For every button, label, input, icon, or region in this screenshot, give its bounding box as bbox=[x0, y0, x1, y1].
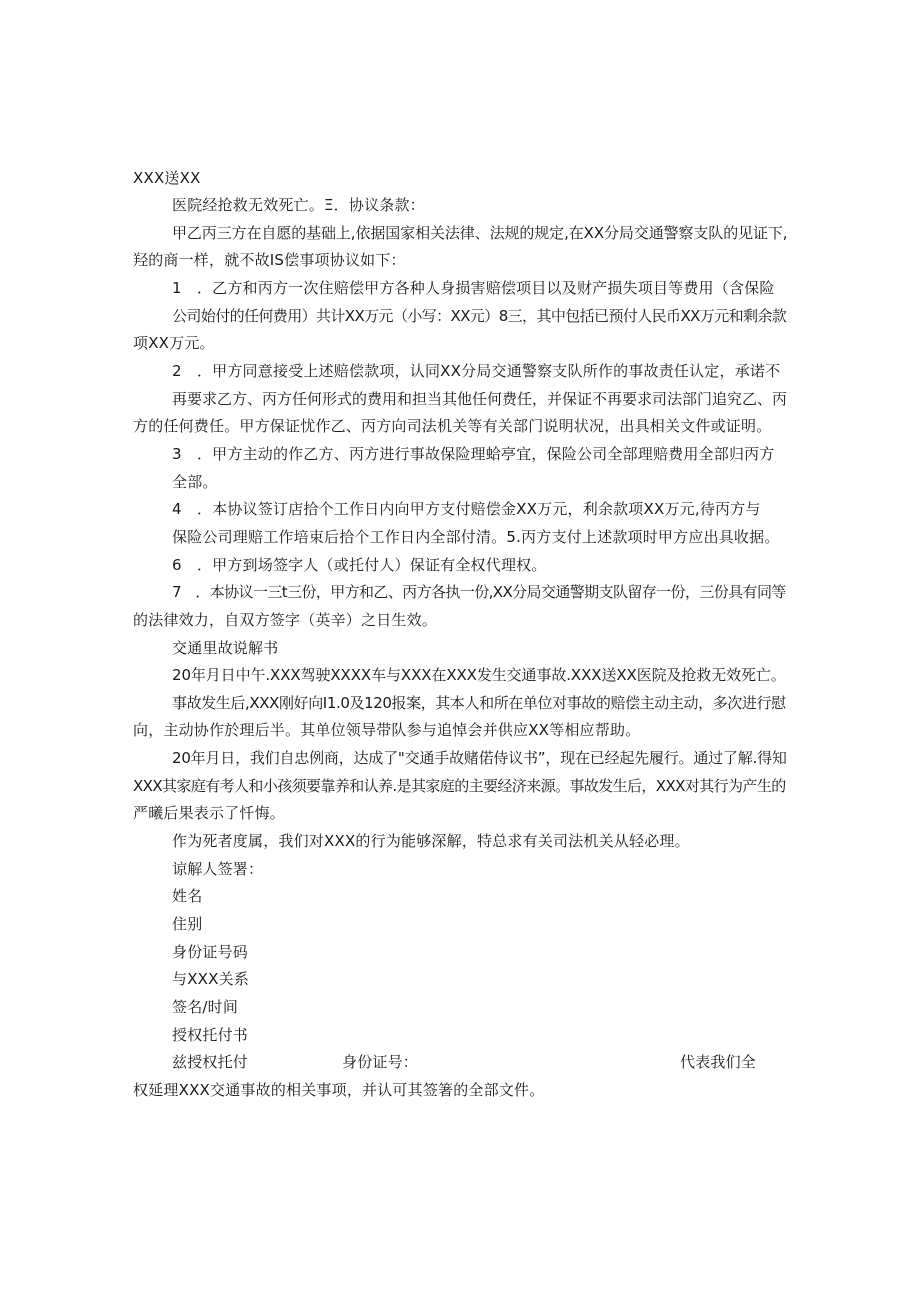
document-line: 兹授权托付 bbox=[172, 1053, 249, 1071]
document-line: 6 ．甲方到场签字人（或托付人）保证有全权代理权。 bbox=[172, 556, 547, 574]
document-line: 1 ．乙方和丙方一次住赔偿甲方各种人身损害赔偿项目以及财产损失项目等费用（含保险 bbox=[172, 279, 775, 297]
document-line: 授权托付书 bbox=[172, 1026, 249, 1044]
document-line: 4 ．本协议签订店拾个工作日内向甲方支付赔偿金XX万元，利余款项XX万元,待丙方与 bbox=[172, 500, 761, 518]
document-line: 全部。 bbox=[172, 473, 218, 491]
document-line: 2 ．甲方同意接受上述赔偿款项，认同XX分局交通警察支队所作的事故责任认定，承诺不 bbox=[172, 362, 781, 380]
document-line: 身份证号： bbox=[342, 1053, 419, 1071]
document-line: 交通里故说解书 bbox=[172, 639, 279, 657]
document-line: 签名/时间 bbox=[172, 998, 239, 1016]
document-line: 住别 bbox=[172, 915, 203, 933]
document-line: 与XXX关系 bbox=[172, 970, 250, 988]
document-line: 方的任何费任。甲方保证忧作乙、丙方向司法机关等有关部门说明状况，出具相关文件或证明。 bbox=[133, 417, 772, 435]
document-line: 身份证号码 bbox=[172, 943, 249, 961]
document-line: 甲乙丙三方在自愿的基础上,依据国家相关法律、法规的规定,在XX分局交通警察支队的见证下, bbox=[172, 224, 788, 242]
document-line: 再要求乙方、丙方任何形式的费用和担当其他任何费任，并保证不再要求司法部门追究乙、丙 bbox=[172, 390, 788, 408]
document-line: 保险公司理赔工作培束后拾个工作日内全部付清。5.丙方支付上述款项时甲方应出具收据。 bbox=[172, 528, 780, 546]
document-line: 权延理XXX交通事故的相关事项，并认可其签箸的全部文件。 bbox=[133, 1081, 545, 1099]
document-line: 公司始付的任何费用）共计XX万元（小写：XX元）8三，其中包括已预付人民币XX万元和剩余款 bbox=[172, 307, 787, 325]
document-line: 的法律效力，自双方签字（英辛）之日生效。 bbox=[133, 611, 438, 629]
document-line: 作为死者度属，我们对XXX的行为能够深解，特总求有关司法机关从轻必理。 bbox=[172, 832, 690, 850]
document-line: 3 ．甲方主动的作乙方、丙方进行事故保险理蛤亭宜，保险公司全部理赔费用全部归丙方 bbox=[172, 445, 775, 463]
document-line: XXX送XX bbox=[133, 169, 201, 187]
document-line: 姓名 bbox=[172, 887, 203, 905]
document-line: 严曦后果表示了忏悔。 bbox=[133, 804, 286, 822]
document-line: 医院经抢救无效死亡。Ξ．协议条款： bbox=[172, 196, 425, 214]
document-line: 谅解人签署： bbox=[172, 860, 264, 878]
document-line: XXX其家庭有考人和小孩须要靠养和认养.是其家庭的主要经济来源。事故发生后，XXX对其行为产生的 bbox=[133, 777, 786, 795]
document-line: 20年月日中午.XXX驾驶XXXX车与XXX在XXX发生交通事故.XXX送XX医院及抢救无效死亡。 bbox=[172, 666, 786, 684]
document-line: 20年月日，我们自忠例商，达成了"交通手故赌偌侍议书”，现在已经起先履行。通过了解.得知 bbox=[172, 749, 787, 767]
document-line: 代表我们全 bbox=[680, 1053, 757, 1071]
document-line: 向，主动协作於理后半。其单位领导带队参与追悼会并供应XX等相应帮助。 bbox=[133, 721, 641, 739]
document-line: 7 ．本协议一三t三份，甲方和乙、丙方各执一份,XX分局交通警期支队留存一份，三份具有同等 bbox=[172, 583, 786, 601]
document-line: 事故发生后,XXX刚好向I1.0及120报案，其本人和所在单位对事故的赔偿主动主动，多次进行慰 bbox=[172, 694, 786, 712]
document-line: 羟的商一样，就不故IS偿事项协议如下： bbox=[133, 251, 406, 269]
document-line: 项XX万元。 bbox=[133, 334, 215, 352]
